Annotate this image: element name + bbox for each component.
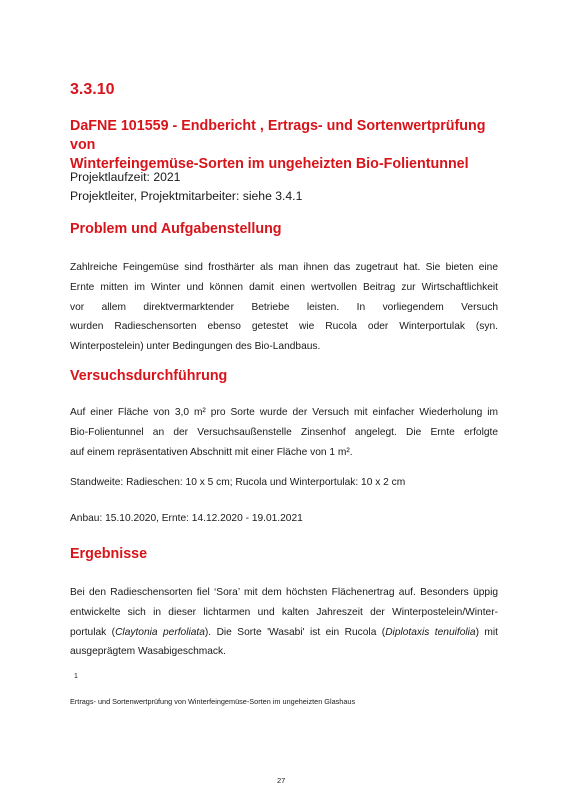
paragraph-line: vor allem direktvermarktender Betriebe leisten. In vorliegendem Versuch bbox=[70, 301, 498, 313]
project-leader: Projektleiter, Projektmitarbeiter: siehe 3.4.1 bbox=[70, 188, 303, 203]
paragraph-line: wurden Radieschensorten ebenso getestet wie Rucola oder Winterportulak (syn. bbox=[70, 321, 498, 333]
document-title bbox=[70, 117, 510, 174]
paragraph-line: auf einem repräsentativen Abschnitt mit einer Fläche von 1 m². bbox=[70, 446, 353, 458]
text-run: ) mit bbox=[475, 626, 499, 638]
paragraph-problem bbox=[70, 258, 498, 357]
paragraph-line: Ernte mitten im Winter und können damit einen wertvollen Beitrag zur Wirtschaftlichkeit bbox=[70, 281, 498, 293]
paragraph-line bbox=[70, 623, 498, 643]
heading-durchfuehrung: Versuchsdurchführung bbox=[70, 368, 228, 384]
paragraph-line: entwickelte sich in dieser lichtarmen und kalten Jahreszeit der Winterpostelein/Winter- bbox=[70, 606, 498, 618]
heading-problem: Problem und Aufgabenstellung bbox=[70, 221, 282, 237]
footnote-text: Ertrags- und Sortenwertprüfung von Winterfeingemüse-Sorten im ungeheizten Glashaus bbox=[70, 697, 356, 706]
paragraph-durchfuehrung bbox=[70, 403, 498, 462]
paragraph-line: Winterpostelein) unter Bedingungen des Bio-Landbaus. bbox=[70, 341, 321, 353]
footnote-number: 1 bbox=[74, 673, 78, 680]
paragraph-ergebnisse bbox=[70, 583, 498, 662]
title-line: Winterfeingemüse-Sorten im ungeheizten Bio-Folientunnel bbox=[70, 156, 469, 172]
species-name: Claytonia perfoliata bbox=[115, 626, 205, 638]
standweite-text: Standweite: Radieschen: 10 x 5 cm; Rucola und Winterportulak: 10 x 2 cm bbox=[70, 477, 406, 488]
text-run: portulak ( bbox=[70, 626, 116, 638]
species-name: Diplotaxis tenuifolia bbox=[385, 626, 476, 638]
paragraph-line: Auf einer Fläche von 3,0 m² pro Sorte wurde der Versuch mit einfacher Wiederholung im bbox=[70, 407, 498, 418]
project-duration: Projektlaufzeit: 2021 bbox=[70, 170, 181, 184]
project-meta bbox=[70, 168, 302, 205]
heading-ergebnisse: Ergebnisse bbox=[70, 546, 148, 562]
title-line: DaFNE 101559 - Endbericht , Ertrags- und Sortenwertprüfung von bbox=[70, 118, 486, 153]
paragraph-line: ausgeprägtem Wasabigeschmack. bbox=[70, 646, 226, 658]
anbau-text: Anbau: 15.10.2020, Ernte: 14.12.2020 - 19.01.2021 bbox=[70, 513, 303, 524]
paragraph-line: Zahlreiche Feingemüse sind frosthärter als man ihnen das zugetraut hat. Sie bieten eine bbox=[70, 262, 498, 273]
text-run: ). Die Sorte 'Wasabi' ist ein Rucola ( bbox=[204, 626, 386, 638]
paragraph-line: Bio-Folientunnel an der Versuchsaußenstelle Zinsenhof angelegt. Die Ernte erfolgte bbox=[70, 426, 498, 438]
paragraph-line: Bei den Radieschensorten fiel ‘Sora’ mit dem höchsten Flächenertrag auf. Besonders üppig bbox=[70, 587, 498, 598]
page-number: 27 bbox=[277, 776, 286, 785]
section-number: 3.3.10 bbox=[70, 81, 115, 98]
